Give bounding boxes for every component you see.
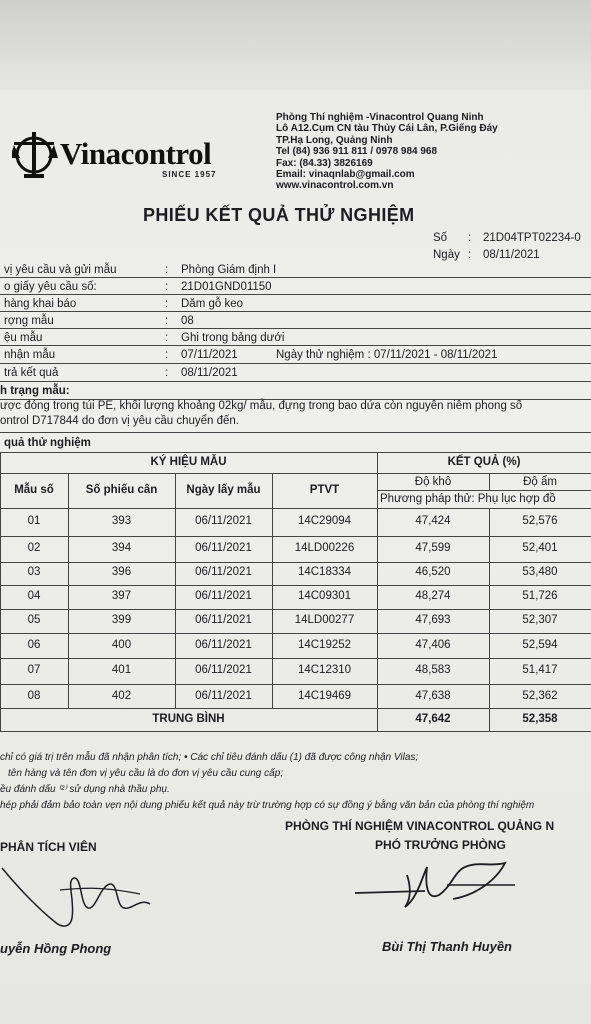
vinacontrol-logo bbox=[12, 128, 227, 182]
average-label: TRUNG BÌNH bbox=[152, 713, 225, 725]
analyst-name: uyễn Hồng Phong bbox=[0, 941, 112, 956]
deputy-name: Bùi Thị Thanh Huyền bbox=[382, 939, 512, 954]
deputy-title: PHÓ TRƯỞNG PHÒNG bbox=[375, 838, 506, 852]
lab-line: Phòng Thí nghiệm -Vinacontrol Quang Ninh bbox=[276, 112, 484, 123]
org-name: PHÒNG THÍ NGHIỆM VINACONTROL QUẢNG N bbox=[285, 819, 555, 833]
lab-line: Email: vinaqnlab@gmail.com bbox=[276, 169, 415, 181]
col-header: Mẫu số bbox=[14, 484, 54, 496]
analyst-signature bbox=[0, 850, 170, 940]
col-header: Độ khô bbox=[414, 476, 452, 488]
deputy-signature bbox=[355, 855, 535, 915]
lab-line: www.vinacontrol.com.vn bbox=[276, 180, 394, 192]
paper-shadow bbox=[0, 0, 591, 90]
so-value: 21D04TPT02234-0 bbox=[483, 232, 581, 244]
document-title: PHIẾU KẾT QUẢ THỬ NGHIỆM bbox=[143, 205, 415, 225]
lab-line: TP.Hạ Long, Quảng Ninh bbox=[276, 134, 393, 146]
col-header: Ngày lấy mẫu bbox=[186, 484, 261, 496]
note-line: ều đánh dấu ⁽²⁾ sử dụng nhà thầu phụ. bbox=[0, 784, 170, 795]
note-line: tên hàng và tên đơn vị yêu cầu là do đơn vị yêu cầu cung cấp; bbox=[8, 768, 284, 779]
brand-since: SINCE 1957 bbox=[162, 170, 217, 179]
document-page: Vinacontrol SINCE 1957 Phòng Thí nghiệm -Vinacontrol Quang Ninh Lô A12.Cụm CN tàu Thủy Cái Lân, P.Giếng Đáy TP.Hạ Long, Quảng Ninh Tel (84) 936 911 811 / 0978 984 968 Fax: (84.33) 3826169 Email: vinaqnlab@gmail.com www.vinacontrol.com.vn PHIẾU KẾT QUẢ THỬ NGHIỆM Số : 21D04TPT02234-0 Ngày : 08/11/2021 vị yêu cầu và gửi mẫu : Phòng Giám định I o giấy yêu cầu số: : 21D01GND01150 hàng khai báo : Dăm gỗ keo rợng mẫu : 08 ệu mẫu : Ghi trong bảng dưới nhận mẫu : 07/11/2021 Ngày thử nghiệm : 07/11/2021 - 08/11/2021 trả kết quả : 08/11/2021 h trạng mẫu: ược đóng trong túi PE, khối lượng khoảng 02kg/ mẫu, đựng trong bao dứa còn nguyên niêm phong số ontrol D717844 do đơn vị yêu cầu chuyển đến. quả thử nghiệm KÝ HIỆU MẪU KẾT QUẢ (%) Mẫu số Số phiếu cân Ngày lấy mẫu PTVT Độ khô Độ ẩm Phương pháp thử: Phụ lục hợp đồ 01 393 06/11/2021 14C29094 47,424 52,576 02 394 06/11/2021 14LD00226 47,599 52,401 03 396 06/11/2021 14C18334 46,520 53,480 04 397 06/11/2021 14C09301 48,274 51,726 05 399 06/11/2021 14LD00277 47,693 52,307 06 400 06/11/2021 14C19252 47,406 52,594 07 401 06/11/2021 14C12310 48,583 51,417 08 402 06/11/2021 14C19469 47,638 52,362 TRUNG BÌNH 47,642 52,358 chỉ có giá trị trên mẫu đã nhận phân tích; • Các chỉ tiêu đánh dấu (1) đã được công nhận Vilas; tên hàng và tên đơn vị yêu cầu là do đơn vị yêu cầu cung cấp; ều đánh dấu ⁽²⁾ sử dụng nhà thầu phụ. hép phải đảm bảo toàn vẹn nội dung phiếu kết quả này trừ trường hợp có sự đồng ý bằng văn bản của phòng thí nghiệm PHÒNG THÍ NGHIỆM VINACONTROL QUẢNG N PHÂN TÍCH VIÊN PHÓ TRƯỞNG PHÒNG uyễn Hồng Phong Bùi Thị Thanh Huyền bbox=[0, 0, 591, 1024]
method-label: Phương pháp thử: Phụ lục hợp đồ bbox=[380, 493, 556, 505]
scales-icon bbox=[12, 128, 58, 182]
col-header: Độ ẩm bbox=[523, 476, 557, 488]
condition-heading: h trạng mẫu: bbox=[0, 385, 70, 397]
group-header-result: KẾT QUẢ (%) bbox=[447, 456, 521, 468]
average-moisture: 52,358 bbox=[522, 713, 558, 725]
ngay-label: Ngày bbox=[433, 249, 460, 261]
results-heading: quả thử nghiệm bbox=[4, 437, 91, 449]
col-header: PTVT bbox=[309, 484, 340, 496]
average-dry: 47,642 bbox=[415, 713, 451, 725]
lab-line: Lô A12.Cụm CN tàu Thủy Cái Lân, P.Giếng Đáy bbox=[276, 123, 498, 135]
brand-name: Vinacontrol bbox=[60, 136, 212, 171]
group-header-sample: KÝ HIỆU MẪU bbox=[150, 456, 227, 468]
note-line: chỉ có giá trị trên mẫu đã nhận phân tích; • Các chỉ tiêu đánh dấu (1) đã được công nhận Vilas; bbox=[0, 752, 419, 763]
ngay-value: 08/11/2021 bbox=[483, 249, 540, 261]
condition-line: ontrol D717844 do đơn vị yêu cầu chuyển đến. bbox=[0, 415, 239, 427]
lab-line: Tel (84) 936 911 811 / 0978 984 968 bbox=[276, 146, 438, 158]
col-header: Số phiếu cân bbox=[85, 484, 158, 496]
lab-address bbox=[276, 112, 498, 192]
lab-line: Fax: (84.33) 3826169 bbox=[276, 157, 373, 169]
condition-line: ược đóng trong túi PE, khối lượng khoảng 02kg/ mẫu, đựng trong bao dứa còn nguyên niêm phong số bbox=[0, 400, 523, 412]
note-line: hép phải đảm bảo toàn vẹn nội dung phiếu kết quả này trừ trường hợp có sự đồng ý bằng văn bản của phòng thí nghiệm bbox=[0, 800, 535, 811]
analyst-title: PHÂN TÍCH VIÊN bbox=[0, 840, 97, 854]
so-label: Số bbox=[433, 232, 448, 244]
